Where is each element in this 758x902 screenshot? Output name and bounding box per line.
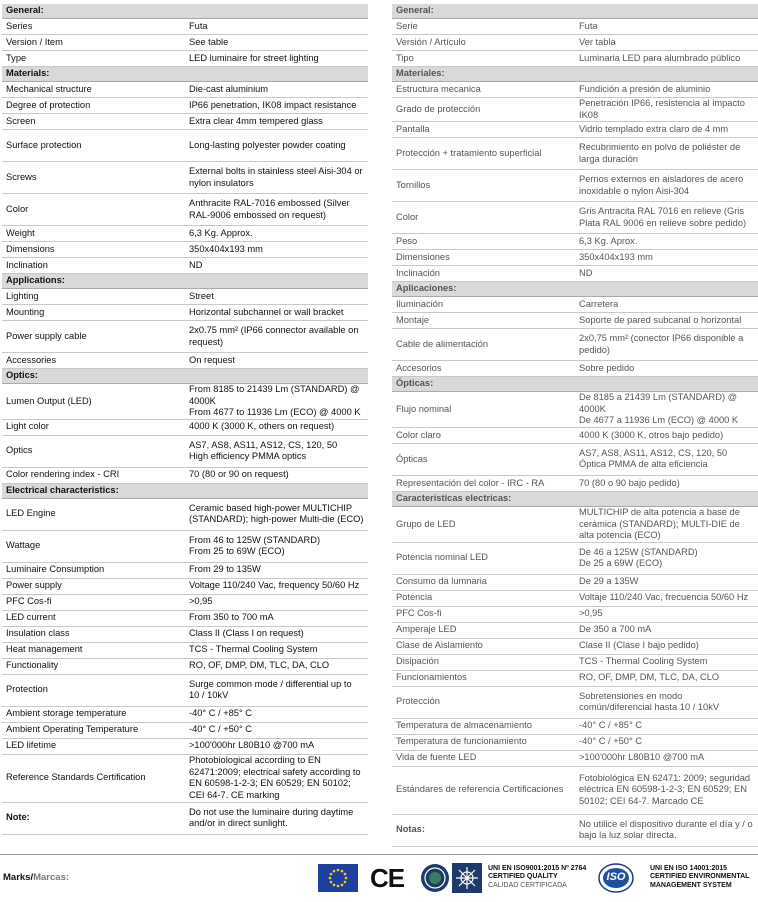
- table-row: Dimensiones 350x404x193 mm: [392, 250, 758, 266]
- section-header: Ópticas:: [392, 377, 758, 392]
- table-row: PFC Cos-fi >0,95: [392, 606, 758, 622]
- table-row: Ópticas AS7, AS8, AS11, AS12, CS, 120, 50 Óptica PMMA de alta eficiencia: [392, 443, 758, 475]
- table-row: Insulation class Class II (Class I on request): [2, 626, 368, 642]
- table-row: Reference Standards Certification Photobiological according to EN 62471:2009; electrical safety according to EN 60598-1-2-3; EN 60529; EN 50102; CEI 64-7. CE marking: [2, 754, 368, 802]
- section-header: Aplicaciones:: [392, 282, 758, 297]
- table-row: Power supply Voltage 110/240 Vac, frequency 50/60 Hz: [2, 578, 368, 594]
- section-header: Características electricas:: [392, 491, 758, 506]
- table-row: Disipación TCS - Thermal Cooling System: [392, 654, 758, 670]
- table-row: Estructura mecanica Fundición a presión de aluminio: [392, 82, 758, 98]
- table-row: Screws External bolts in stainless steel Aisi-304 or nylon insulators: [2, 162, 368, 194]
- spec-table: [2, 4, 368, 835]
- spec-table: [392, 4, 758, 847]
- table-row: Degree of protection IP66 penetration, IK08 impact resistance: [2, 98, 368, 114]
- table-row: PFC Cos-fi >0,95: [2, 594, 368, 610]
- table-row: Flujo nominal De 8185 a 21439 Lm (STANDARD) @ 4000K De 4677 a 11936 Lm (ECO) @ 4000 K: [392, 392, 758, 428]
- iqnet-logo-icon: [452, 863, 482, 893]
- table-row: Optics AS7, AS8, AS11, AS12, CS, 120, 50 High efficiency PMMA optics: [2, 435, 368, 467]
- table-row: Grado de protección Penetración IP66, resistencia al impacto IK08: [392, 98, 758, 122]
- table-row: Heat management TCS - Thermal Cooling System: [2, 642, 368, 658]
- note-row: Note: Do not use the luminaire during daytime and/or in direct sunlight.: [2, 802, 368, 834]
- table-row: Inclination ND: [2, 258, 368, 274]
- iso-logo-icon: ISO: [598, 863, 634, 893]
- table-row: Protección Sobretensiones en modo común/diferencial hasta 10 / 10kV: [392, 686, 758, 718]
- table-row: Accessories On request: [2, 353, 368, 369]
- marks-label: Marks/Marcas:: [3, 872, 70, 883]
- table-row: Color Gris Antracita RAL 7016 en relieve (Gris Plata RAL 9006 en relieve sobre pedido): [392, 202, 758, 234]
- table-row: Potencia Voltaje 110/240 Vac, frecuencia 50/60 Hz: [392, 590, 758, 606]
- table-row: Serie Futa: [392, 19, 758, 35]
- table-row: Cable de alimentación 2x0,75 mm² (conector IP66 disponible a pedido): [392, 329, 758, 361]
- table-row: Protección + tratamiento superficial Recubrimiento en polvo de poliéster de larga duración: [392, 138, 758, 170]
- marks-footer: [0, 854, 758, 902]
- table-row: Protection Surge common mode / differential up to 10 / 10kV: [2, 674, 368, 706]
- table-row: Accesorios Sobre pedido: [392, 361, 758, 377]
- table-row: Tipo Luminaria LED para alumbrado público: [392, 51, 758, 67]
- table-row: Amperaje LED De 350 a 700 mA: [392, 622, 758, 638]
- table-row: Clase de Aislamiento Clase II (Clase I bajo pedido): [392, 638, 758, 654]
- table-row: Montaje Soporte de pared subcanal o horizontal: [392, 313, 758, 329]
- table-row: Inclinación ND: [392, 266, 758, 282]
- table-row: LED current From 350 to 700 mA: [2, 610, 368, 626]
- quality-certificate: UNI EN ISO9001:2015 Nº 2764 CERTIFIED QUALITY CALIDAD CERTIFICADA: [488, 865, 587, 889]
- spec-table-spanish: [392, 4, 758, 847]
- table-row: Ambient Operating Temperature -40° C / +50° C: [2, 722, 368, 738]
- eu-flag-icon: [318, 864, 358, 892]
- table-row: Light color 4000 K (3000 K, others on request): [2, 419, 368, 435]
- spec-table-english: [2, 4, 368, 835]
- table-row: Iluminación Carretera: [392, 297, 758, 313]
- table-row: Peso 6,3 Kg. Aprox.: [392, 234, 758, 250]
- table-row: Ambient storage temperature -40° C / +85° C: [2, 706, 368, 722]
- section-header: General:: [2, 4, 368, 19]
- section-header: Materials:: [2, 67, 368, 82]
- table-row: Mechanical structure Die-cast aluminium: [2, 82, 368, 98]
- table-row: Pantalla Vidrio templado extra claro de 4 mm: [392, 122, 758, 138]
- section-header: Optics:: [2, 369, 368, 384]
- table-row: Type LED luminaire for street lighting: [2, 51, 368, 67]
- table-row: Estándares de referencia Certificaciones Fotobiológica EN 62471: 2009; seguridad eléctrica EN 60598-1-2-3; EN 60529; EN 50102; CEI 64-7. Marcado CE: [392, 766, 758, 814]
- section-header: Electrical characteristics:: [2, 483, 368, 498]
- section-header: Applications:: [2, 274, 368, 289]
- table-row: Temperatura de almacenamiento -40° C / +85° C: [392, 718, 758, 734]
- table-row: Color claro 4000 K (3000 K, otros bajo pedido): [392, 427, 758, 443]
- table-row: Lumen Output (LED) From 8185 to 21439 Lm (STANDARD) @ 4000K From 4677 to 11936 Lm (ECO) @ 4000 K: [2, 384, 368, 420]
- section-header: Materiales:: [392, 67, 758, 82]
- table-row: Version / Item See table: [2, 35, 368, 51]
- table-row: Vida de fuente LED >100'000hr L80B10 @700 mA: [392, 750, 758, 766]
- table-row: Dimensions 350x404x193 mm: [2, 242, 368, 258]
- table-row: Funcionamientos RO, OF, DMP, DM, TLC, DA, CLO: [392, 670, 758, 686]
- table-row: Screen Extra clear 4mm tempered glass: [2, 114, 368, 130]
- table-row: Color Anthracite RAL-7016 embossed (Silver RAL-9006 embossed on request): [2, 194, 368, 226]
- note-row: Notas: No utilice el dispositivo durante el día y / o bajo la luz solar directa.: [392, 814, 758, 846]
- table-row: Lighting Street: [2, 289, 368, 305]
- table-row: Color rendering index - CRI 70 (80 or 90 on request): [2, 467, 368, 483]
- table-row: Weight 6,3 Kg. Approx.: [2, 226, 368, 242]
- section-header: General:: [392, 4, 758, 19]
- table-row: Functionality RO, OF, DMP, DM, TLC, DA, CLO: [2, 658, 368, 674]
- environmental-certificate: UNI EN ISO 14001:2015 CERTIFIED ENVIRONMENTAL MANAGEMENT SYSTEM: [650, 865, 750, 889]
- table-row: Consumo da lumnaria De 29 a 135W: [392, 574, 758, 590]
- table-row: Tornillos Pernos externos en aisladores de acero inoxidable o nylon Aisi-304: [392, 170, 758, 202]
- table-row: LED lifetime >100'000hr L80B10 @700 mA: [2, 738, 368, 754]
- table-row: Surface protection Long-lasting polyester powder coating: [2, 130, 368, 162]
- table-row: Mounting Horizontal subchannel or wall bracket: [2, 305, 368, 321]
- table-row: Potencia nominal LED De 46 a 125W (STANDARD) De 25 a 69W (ECO): [392, 542, 758, 574]
- table-row: Luminaire Consumption From 29 to 135W: [2, 562, 368, 578]
- table-row: LED Engine Ceramic based high-power MULTICHIP (STANDARD); high-power Multi-die (ECO): [2, 498, 368, 530]
- table-row: Representación del color - IRC - RA 70 (80 o 90 bajo pedido): [392, 475, 758, 491]
- table-row: Temperatura de funcionamiento -40° C / +50° C: [392, 734, 758, 750]
- table-row: Series Futa: [2, 19, 368, 35]
- ce-mark-icon: CE: [370, 863, 405, 893]
- table-row: Power supply cable 2x0.75 mm² (IP66 connector available on request): [2, 321, 368, 353]
- table-row: Wattage From 46 to 125W (STANDARD) From 25 to 69W (ECO): [2, 530, 368, 562]
- table-row: Grupo de LED MULTICHIP de alta potencia a base de cerámica (STANDARD); MULTI-DIE de alta potencia (ECO): [392, 506, 758, 542]
- table-row: Versión / Artículo Ver tabla: [392, 35, 758, 51]
- certification-seal-icon: [420, 863, 450, 893]
